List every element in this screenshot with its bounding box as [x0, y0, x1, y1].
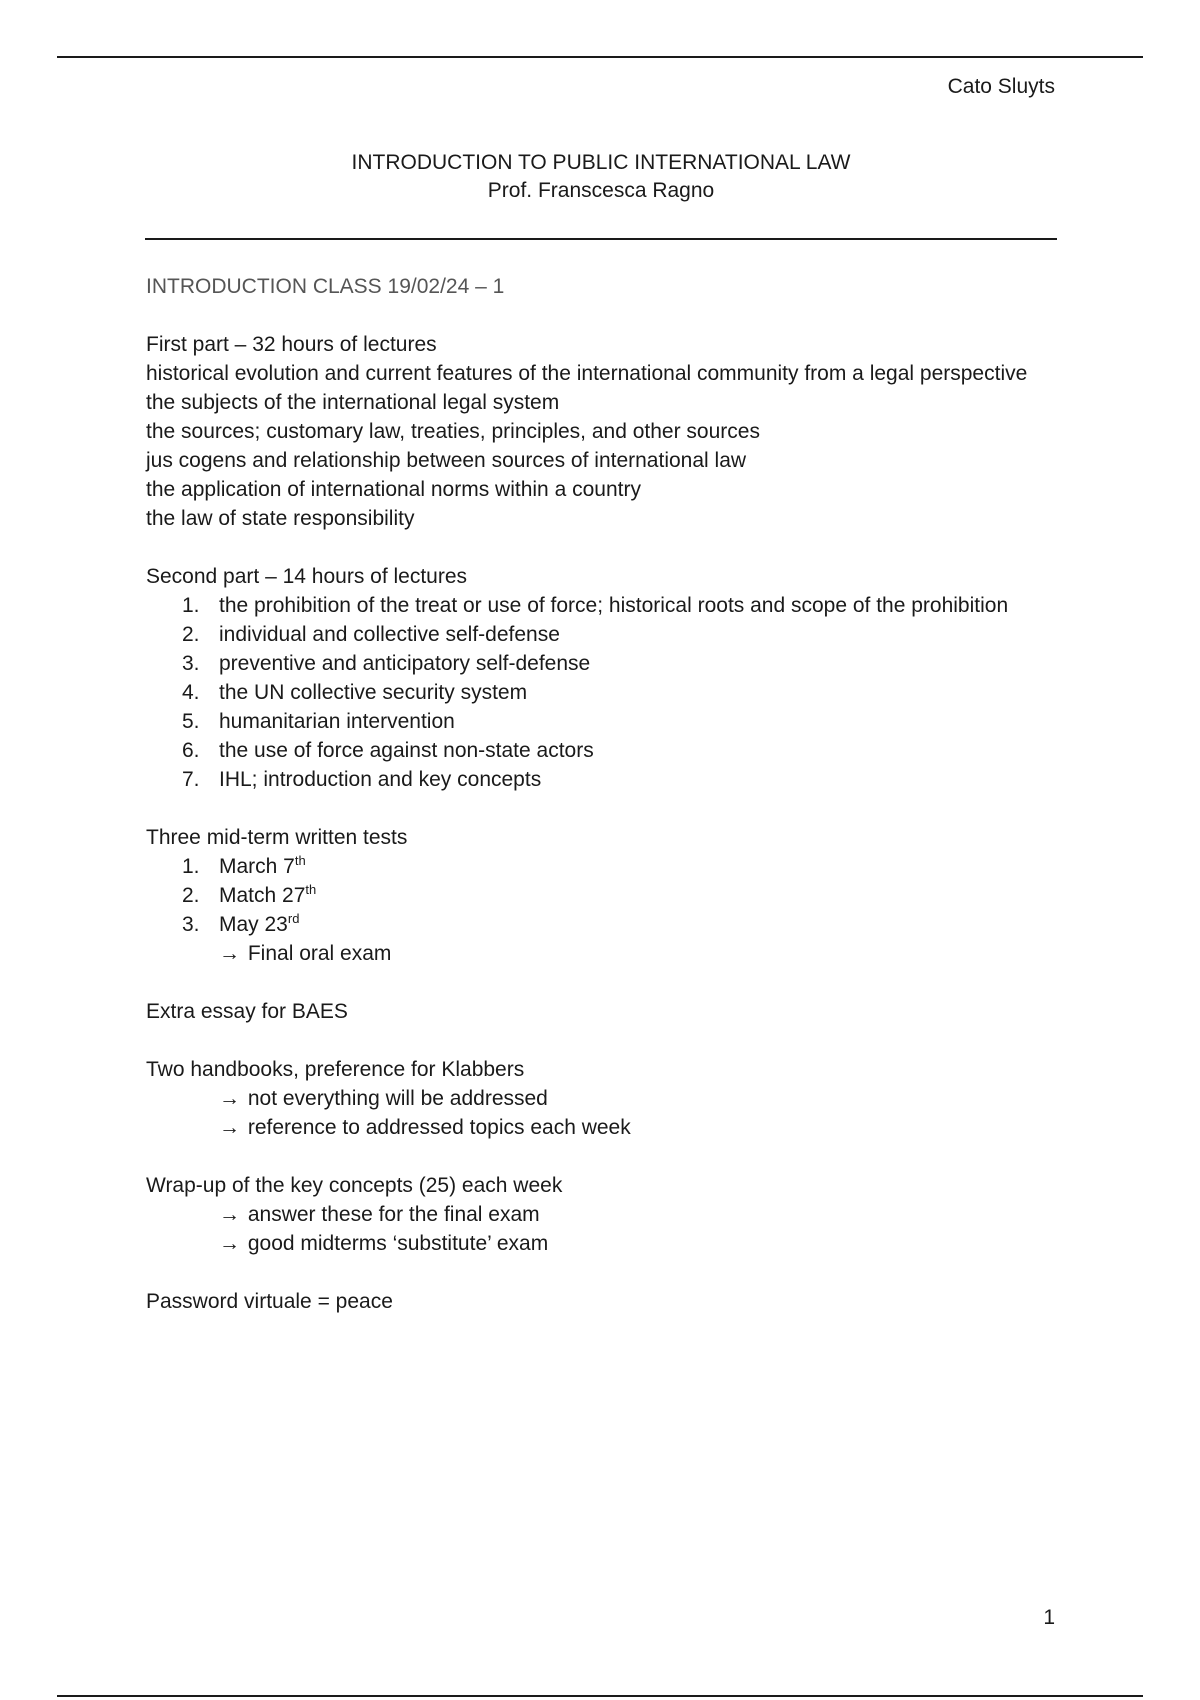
- handbooks-heading: Two handbooks, preference for Klabbers: [146, 1058, 525, 1081]
- ordinal-suffix: th: [305, 882, 317, 897]
- list-item: [146, 736, 1066, 765]
- first-part-line: the subjects of the international legal system: [146, 391, 560, 414]
- top-rule: [57, 56, 1143, 58]
- list-item: [146, 852, 1066, 881]
- first-part-line: jus cogens and relationship between sources of international law: [146, 449, 747, 472]
- list-item: [146, 881, 1066, 910]
- list-item-text: preventive and anticipatory self-defense: [219, 652, 591, 675]
- list-item-text: humanitarian intervention: [219, 710, 455, 733]
- test-date: March 7: [219, 855, 295, 878]
- wrapup-section: [146, 1171, 1066, 1258]
- list-number: 2.: [182, 884, 200, 907]
- handbooks-section: [146, 1055, 1066, 1142]
- second-part-list: [146, 591, 1066, 794]
- second-part-section: [146, 562, 1066, 794]
- list-number: 1.: [182, 855, 200, 878]
- document-body: [146, 272, 1066, 1345]
- arrow-right-icon: →: [219, 942, 240, 965]
- list-number: 3.: [182, 913, 200, 936]
- essay-section: [146, 997, 1066, 1026]
- first-part-line: the law of state responsibility: [146, 507, 415, 530]
- list-number: 7.: [182, 768, 200, 791]
- arrow-right-icon: →: [219, 1116, 240, 1139]
- author-name: Cato Sluyts: [947, 75, 1055, 98]
- arrow-line: [146, 939, 1066, 968]
- list-item: [146, 649, 1066, 678]
- arrow-right-icon: →: [219, 1232, 240, 1255]
- title-rule: [145, 238, 1057, 240]
- essay-text: Extra essay for BAES: [146, 1000, 348, 1023]
- arrow-line-text: answer these for the final exam: [247, 1203, 540, 1226]
- list-number: 3.: [182, 652, 200, 675]
- arrow-line-text: good midterms ‘substitute’ exam: [247, 1232, 549, 1255]
- test-date: May 23: [219, 913, 288, 936]
- arrow-line: [146, 1200, 1066, 1229]
- list-item: [146, 707, 1066, 736]
- tests-section: [146, 823, 1066, 968]
- list-item: [146, 910, 1066, 939]
- bottom-rule: [57, 1695, 1143, 1697]
- page-number: 1: [1043, 1606, 1055, 1629]
- test-date: Match 27: [219, 884, 306, 907]
- list-number: 1.: [182, 594, 200, 617]
- list-item: [146, 678, 1066, 707]
- document-title: INTRODUCTION TO PUBLIC INTERNATIONAL LAW: [351, 151, 851, 174]
- ordinal-suffix: rd: [287, 911, 300, 926]
- first-part-line: the sources; customary law, treaties, principles, and other sources: [146, 420, 760, 443]
- list-item: [146, 620, 1066, 649]
- first-part-heading: First part – 32 hours of lectures: [146, 333, 437, 356]
- first-part-section: [146, 330, 1066, 533]
- list-item-text: IHL; introduction and key concepts: [219, 768, 542, 791]
- final-exam-text: Final oral exam: [247, 942, 392, 965]
- title-block: [145, 149, 1057, 205]
- list-item-text: individual and collective self-defense: [219, 623, 560, 646]
- arrow-line: [146, 1113, 1066, 1142]
- list-number: 5.: [182, 710, 200, 733]
- second-part-heading: Second part – 14 hours of lectures: [146, 565, 468, 588]
- arrow-line-text: not everything will be addressed: [247, 1087, 548, 1110]
- tests-heading: Three mid-term written tests: [146, 826, 408, 849]
- arrow-line: [146, 1229, 1066, 1258]
- first-part-line: the application of international norms within a country: [146, 478, 641, 501]
- password-section: [146, 1287, 1066, 1316]
- list-item: [146, 765, 1066, 794]
- professor-name: Prof. Franscesca Ragno: [487, 179, 715, 202]
- list-item-text: the UN collective security system: [219, 681, 528, 704]
- arrow-right-icon: →: [219, 1087, 240, 1110]
- arrow-right-icon: →: [219, 1203, 240, 1226]
- class-heading: INTRODUCTION CLASS 19/02/24 – 1: [146, 275, 505, 298]
- ordinal-suffix: th: [294, 853, 306, 868]
- password-text: Password virtuale = peace: [146, 1290, 393, 1313]
- arrow-line: [146, 1084, 1066, 1113]
- list-item: [146, 591, 1066, 620]
- list-number: 4.: [182, 681, 200, 704]
- wrapup-heading: Wrap-up of the key concepts (25) each week: [146, 1174, 563, 1197]
- first-part-line: historical evolution and current features of the international community from a legal perspective: [146, 362, 1028, 385]
- list-item-text: the use of force against non-state actors: [219, 739, 594, 762]
- list-item-text: the prohibition of the treat or use of force; historical roots and scope of the prohibition: [219, 594, 1009, 617]
- arrow-line-text: reference to addressed topics each week: [247, 1116, 631, 1139]
- list-number: 6.: [182, 739, 200, 762]
- list-number: 2.: [182, 623, 200, 646]
- tests-list: [146, 852, 1066, 939]
